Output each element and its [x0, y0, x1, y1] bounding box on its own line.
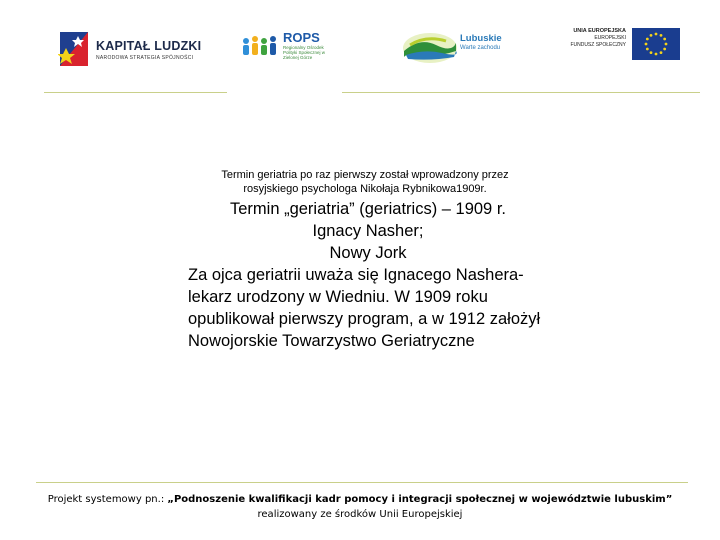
- rops-logo: [240, 28, 330, 68]
- body-paragraph: Za ojca geriatrii uważa się Ignacego Nashera- lekarz urodzony w Wiedniu. W 1909 roku opublikował pierwszy program, a w 1912 założył Nowojorskie Towarzystwo Geriatryczne: [188, 266, 541, 350]
- header-rule-right: [342, 92, 700, 93]
- lubuskie-title: Lubuskie: [460, 33, 502, 44]
- footer: [40, 492, 680, 522]
- eu-star: [660, 34, 663, 37]
- eu-star: [650, 34, 653, 37]
- lubuskie-logo: [402, 28, 512, 68]
- kapital-ludzki-emblem-icon: [58, 26, 92, 72]
- eu-star: [660, 51, 663, 54]
- eu-logo: [560, 26, 682, 64]
- header-rule-left: [44, 92, 227, 93]
- heading-line-1: Termin „geriatria” (geriatrics) – 1909 r.: [229, 200, 506, 218]
- kapital-ludzki-title: KAPITAŁ LUDZKI: [96, 39, 202, 53]
- eu-star: [663, 38, 666, 41]
- heading-line-2: Ignacy Nasher;: [312, 222, 424, 240]
- kapital-ludzki-logo: [58, 24, 208, 74]
- footer-prefix: Projekt systemowy pn.:: [47, 494, 168, 505]
- eu-line-3: FUNDUSZ SPOŁECZNY: [570, 42, 626, 48]
- eu-flag-icon: [632, 28, 680, 60]
- kapital-ludzki-subtitle: NARODOWA STRATEGIA SPÓJNOŚCI: [96, 55, 194, 61]
- eu-line-2: EUROPEJSKI: [594, 35, 626, 41]
- eu-star: [646, 38, 649, 41]
- eu-star: [655, 33, 658, 36]
- eu-star: [663, 48, 666, 51]
- eu-star: [655, 53, 658, 56]
- intro-note: Termin geriatria po raz pierwszy został wprowadzony przez rosyjskiego psychologa Nikołaja Rybnikowa1909r.: [221, 169, 509, 195]
- lubuskie-subtitle: Warte zachodu: [460, 45, 501, 51]
- footer-rule: [36, 482, 688, 483]
- eu-star: [646, 48, 649, 51]
- eu-line-1: UNIA EUROPEJSKA: [573, 28, 626, 34]
- footer-project-title: „Podnoszenie kwalifikacji kadr pomocy i integracji społecznej w województwie lubuskim”: [167, 494, 673, 505]
- eu-star: [650, 51, 653, 54]
- rops-subtitle: Regionalny Ośrodek Polityki Społecznej w Zielonej Górze: [283, 45, 326, 61]
- rops-title: ROPS: [283, 30, 320, 45]
- eu-text: [570, 28, 626, 49]
- footer-line-1: [40, 492, 680, 507]
- footer-line-2: realizowany ze środków Unii Europejskiej: [257, 509, 463, 520]
- rops-people-icon: [240, 33, 280, 63]
- lubuskie-landscape-icon: [402, 31, 458, 65]
- eu-star: [645, 43, 648, 46]
- heading-line-3: Nowy Jork: [329, 244, 407, 262]
- main-content: [188, 198, 548, 352]
- eu-star: [665, 43, 668, 46]
